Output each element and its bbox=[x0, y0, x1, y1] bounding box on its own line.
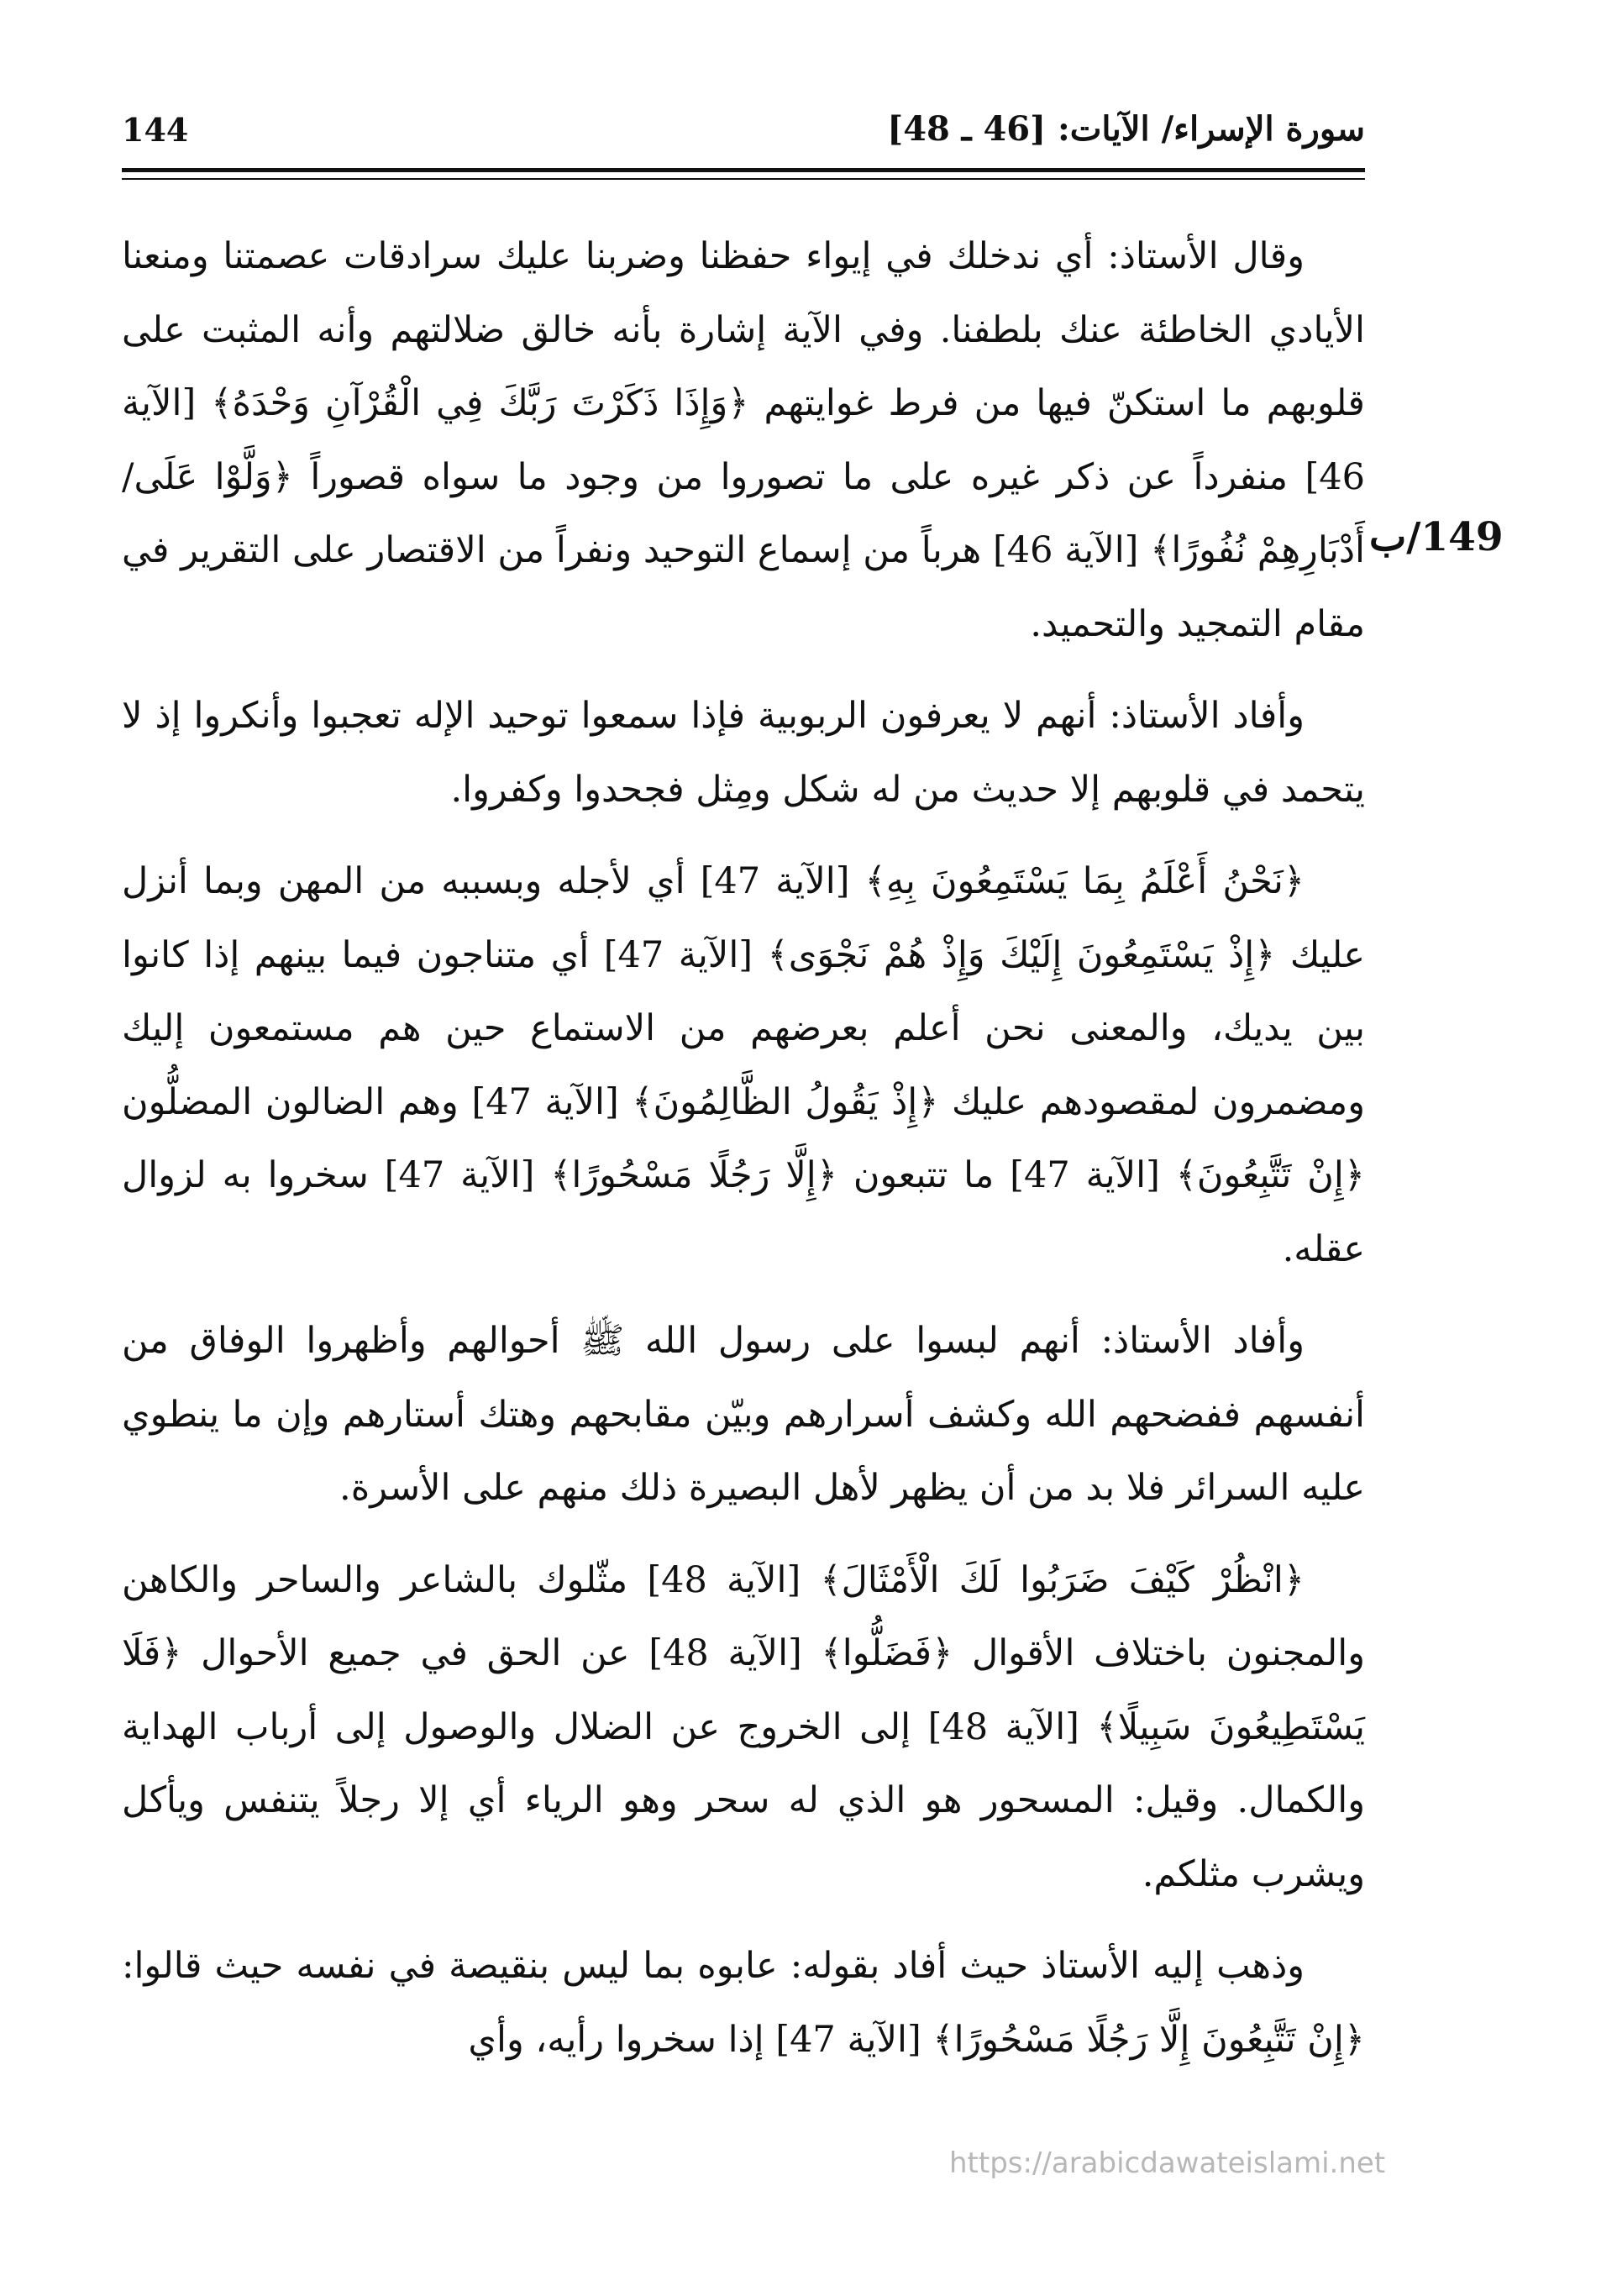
paragraph: وقال الأستاذ: أي ندخلك في إيواء حفظنا وضربنا عليك سرادقات عصمتنا ومنعنا الأيادي الخاطئة عنك بلطفنا. وفي الآية إشارة بأنه خالق ضلالتهم وأنه المثبت على قلوبهم ما استكنّ فيها من فرط غوايتهم ﴿وَإِذَا ذَكَرْتَ رَبَّكَ فِي الْقُرْآنِ وَحْدَهُ﴾ [الآية 46] منفرداً عن ذكر غيره على ما تصوروا من وجود ما سواه قصوراً ﴿وَلَّوْا عَلَى/ أَدْبَارِهِمْ نُفُورًا﴾ [الآية 46] هرباً من إسماع التوحيد ونفراً من الاقتصار على التقرير في مقام التمجيد والتحميد. bbox=[122, 235, 1365, 645]
running-title: سورة الإسراء/ الآيات: [46 ـ 48] bbox=[887, 109, 1365, 149]
manuscript-folio-marker: 149/ب bbox=[1369, 514, 1504, 560]
paragraph: ﴿نَحْنُ أَعْلَمُ بِمَا يَسْتَمِعُونَ بِهِ﴾ [الآية 47] أي لأجله وبسببه من المهن وبما أنزل عليك ﴿إِذْ يَسْتَمِعُونَ إِلَيْكَ وَإِذْ هُمْ نَجْوَى﴾ [الآية 47] أي متناجون فيما بينهم إذا كانوا بين يديك، والمعنى نحن أعلم بعرضهم من الاستماع حين هم مستمعون إليك ومضمرون لمقصودهم عليك ﴿إِذْ يَقُولُ الظَّالِمُونَ﴾ [الآية 47] وهم الضالون المضلُّون ﴿إِنْ تَتَّبِعُونَ﴾ [الآية 47] ما تتبعون ﴿إِلَّا رَجُلًا مَسْحُورًا﴾ [الآية 47] سخروا به لزوال عقله. bbox=[122, 860, 1365, 1270]
paragraph: وأفاد الأستاذ: أنهم لبسوا على رسول الله ﷺ أحوالهم وأظهروا الوفاق من أنفسهم ففضحهم الله وكشف أسرارهم وبيّن مقابحهم وهتك أستارهم وإن ما ينطوي عليه السرائر فلا بد من أن يظهر لأهل البصيرة ذلك منهم على الأسرة. bbox=[122, 1320, 1365, 1509]
page-header bbox=[122, 109, 1365, 160]
paragraph: وذهب إليه الأستاذ حيث أفاد بقوله: عابوه بما ليس بنقيصة في نفسه حيث قالوا: ﴿إِنْ تَتَّبِعُونَ إِلَّا رَجُلًا مَسْحُورًا﴾ [الآية 47] إذا سخروا رأيه، وأي bbox=[122, 1945, 1365, 2061]
paragraph: وأفاد الأستاذ: أنهم لا يعرفون الربوبية فإذا سمعوا توحيد الإله تعجبوا وأنكروا إذ لا يتحمد في قلوبهم إلا حديث من له شكل ومِثل فجحدوا وكفروا. bbox=[122, 695, 1365, 811]
page-number: 144 bbox=[122, 111, 189, 149]
source-watermark-url: https://arabicdawateislami.net bbox=[949, 2146, 1386, 2180]
paragraph: ﴿انْظُرْ كَيْفَ ضَرَبُوا لَكَ الْأَمْثَالَ﴾ [الآية 48] مثّلوك بالشاعر والساحر والكاهن والمجنون باختلاف الأقوال ﴿فَضَلُّوا﴾ [الآية 48] عن الحق في جميع الأحوال ﴿فَلَا يَسْتَطِيعُونَ سَبِيلًا﴾ [الآية 48] إلى الخروج عن الضلال والوصول إلى أرباب الهداية والكمال. وقيل: المسحور هو الذي له سحر وهو الرياء أي إلا رجلاً يتنفس ويأكل ويشرب مثلكم. bbox=[122, 1558, 1365, 1895]
page-body bbox=[122, 220, 1365, 2095]
header-rule-thin bbox=[122, 178, 1365, 180]
header-rule-thick bbox=[122, 168, 1365, 172]
